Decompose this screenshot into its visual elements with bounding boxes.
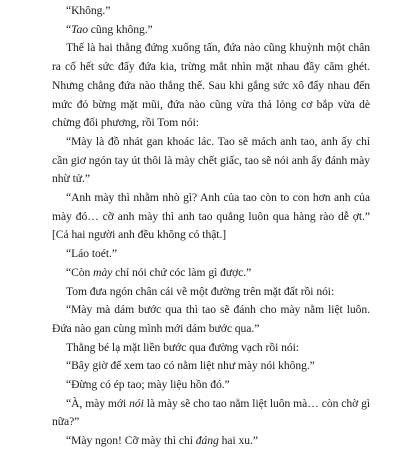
text-segment: cũng không.” (87, 22, 153, 36)
text-segment: hai xu.” (218, 434, 258, 448)
paragraph (52, 264, 370, 283)
paragraph (52, 357, 370, 376)
text-segment: “Anh mày thì nhằm nhò gì? Anh của tao còn to con hơn anh của mày đó… cỡ anh mày thì anh tao quẳng luôn qua hàng rào dễ ợt.” [Cả hai người anh đều không có thật.] (52, 191, 370, 242)
text-segment: Thằng bé lạ mặt liền bước qua đường vạch rồi nói: (66, 340, 299, 354)
paragraph (52, 283, 370, 302)
text-segment: Thế là hai thằng đứng xuống tấn, đứa nào cũng khuỳnh một chân ra cố hết sức đẩy đứa kia, trừng mắt nhìn mặt nhau đầy căm ghét. Nhưng chẳng đứa nào thắng thế. Sau khi gắng sức xô đẩy nhau đến mức đỏ bừng mặt mũi, đứa nào cũng vừa thả lỏng cơ bắp vừa dè chừng đối phương, rồi Tom nói: (52, 41, 370, 130)
text-segment: “Mày mà dám bước qua thì tao sẽ đánh cho mày nằm liệt luôn. Đứa nào gan cùng mình mới dám bước qua.” (52, 303, 370, 335)
text-segment: “À, mày mới (66, 396, 130, 410)
paragraph (52, 339, 370, 358)
text-segment: “Không.” (66, 4, 111, 17)
text-segment: “Láo toét.” (66, 247, 117, 261)
italic-text: nói (129, 396, 144, 410)
paragraph (52, 245, 370, 264)
text-segment: là mày sẽ cho tao nằm liệt luôn mà… còn chờ gì nữa?” (52, 396, 371, 429)
text-segment: “Đừng có ép tao; mày liệu hồn đó.” (66, 378, 230, 392)
paragraph (52, 432, 370, 451)
paragraph (52, 189, 370, 245)
paragraph (52, 301, 370, 338)
italic-text: Tao (71, 22, 88, 36)
book-page (52, 2, 370, 451)
paragraph (52, 376, 370, 395)
text-segment: “Mày là đồ nhát gan khoác lác. Tao sẽ mách anh tao, anh ấy chỉ cần giơ ngón tay út thôi là mày chết giấc, tao sẽ nói anh ấy đánh mày nhừ tử.” (52, 134, 370, 186)
paragraph (52, 2, 370, 21)
text-segment: chỉ nói chứ cóc làm gì được.” (112, 265, 252, 279)
text-segment: Tom đưa ngón chân cái vẽ một đường trên mặt đất rồi nói: (66, 284, 335, 298)
text-segment: “Bây giờ để xem tao có nằm liệt như mày nói không.” (66, 359, 315, 373)
paragraph (52, 133, 370, 189)
italic-text: đáng (195, 434, 219, 448)
paragraph (52, 395, 370, 432)
italic-text: mày (93, 265, 113, 279)
text-segment: “Mày ngon! Cỡ mày thì chỉ (66, 434, 196, 448)
text-segment: “ (66, 22, 72, 36)
text-segment: “Còn (66, 265, 94, 279)
paragraph (52, 21, 370, 40)
paragraph (52, 39, 370, 133)
